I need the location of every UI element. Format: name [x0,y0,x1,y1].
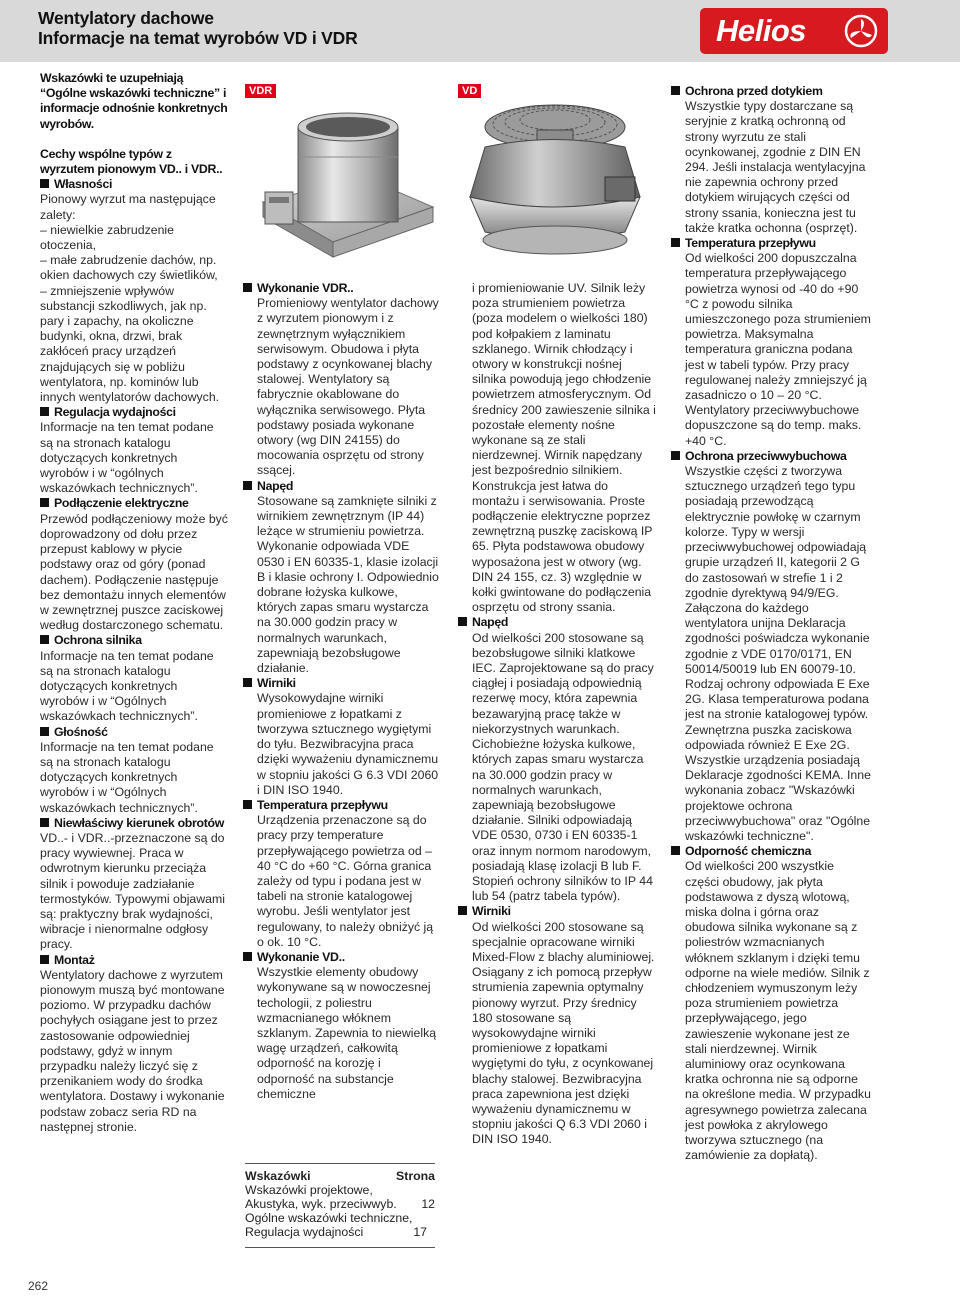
ref-header-strona: Strona [396,1169,435,1183]
heading-naped-vdr: Napęd [243,479,440,494]
heading-naped-vd: Napęd [458,615,656,630]
text-przeciwwybuchowa: Wszystkie części z tworzywa sztucznego urządzeń tego typu posiadają przewodzącą elektrycznie powłokę w czarnym kolorze. Typy w wersji przeciwwybuchowej odpowiadają grupie urządzeń II, kategorii 2 G do zastosowań w strefie 1 i 2 zgodnie dyrektywą 94/9/EG. Załączona do każdego wentylatora unijna Deklaracja zgodności poświadcza wykonanie zgodnie z VDE 0170/0171, EN 50014/50019 lub EN 60079-10. Rodzaj ochrony odpowiada E Exe 2G. Klasa temperaturowa podana jest na stronie katalogowej typów. Zewnętrzna puszka zaciskowa odpowiada również E Exe 2G. Wszystkie urządzenia posiadają Deklaracje zgodności KEMA. Inne wykonania zobacz "Wskazówki projektowe ochrona przeciwwybuchowa" oraz "Ogólne wskazówki techniczne". [685,464,871,843]
text-wirniki-vd: Od wielkości 200 stosowane są specjalnie opracowane wirniki Mixed-Flow z blachy aluminiowej. Osiągany z ich pomocą przepływ strumienia zapewnia optymalny pionowy wyrzut. Przy średnicy 180 stosowane są wysokowydajne wirniki promieniowe z łopatkami wygiętymi do tyłu, z ocynkowanej blachy stalowej. Bezwibracyjna praca zapewniona jest dzięki wyważeniu dynamicznemu w stopniu jakości Q 6.3 VDI 2060 i DIN ISO 1940. [472,919,655,1147]
logo-text: Helios [716,13,807,48]
ref-row-4-page: 17 [413,1225,427,1239]
ref-row-2 [245,1197,435,1211]
heading-odpornosc-chemiczna: Odporność chemiczna [671,844,871,859]
text-ochrona-silnika: Informacje na ten temat podane są na stronach katalogu dotyczących konkretnych wyrobów i w “Ogólnych wskazówkach technicznych”. [40,648,214,724]
text-vd-continued: i promieniowanie UV. Silnik leży poza strumieniem powietrza (poza modelem o wielkości 180) pod kołpakiem z laminatu szklanego. Wirnik chłodzący i otwory w konstrukcji nośnej silnika powodują jego chłodzenie powietrzem atmosferycznym. Od średnicy 200 zawieszenie silnika i pozostałe elementy nośne wykonane są ze stali nierdzewnej. Wirnik napędzany jest bezpośrednio silnikiem. Konstrukcja jest łatwa do montażu i serwisowania. Proste podłączenie elektryczne poprzez zewnętrzną puszkę zaciskową IP 65. Płyta podstawowa obudowy wyposażona jest w otwory (wg. DIN 24 155, cz. 3) względnie w kołki gwintowane do podłączenia osprzętu od strony ssania. [472,281,656,615]
heading-wirniki-vd: Wirniki [458,904,656,919]
vd-product-image [455,82,655,272]
heading-temperatura-vd: Temperatura przepływu [671,236,871,251]
text-wlasnosci: Pionowy wyrzut ma następujące zalety: – niewielkie zabrudzenie otoczenia, – małe zabrudzenie dachów, np. okien dachowych czy świetlików, – zmniejszenie wpływów substancji szkodliwych, jak np. pary i zapachy, na okoliczne budynki, okna, drzwi, brak zakłóceń pracy urządzeń znajdujących się w pobliżu wentylatora, np. kominów lub innych wentylatorów dachowych. [40,192,220,405]
vd-label: VD [458,84,481,98]
text-temperatura-vdr: Urządzenia przenaczone są do pracy przy temperature przepływającego powietrza od –40 °C do +60 °C. Górna granica zależy od typu i podana jest w tabeli na stronie katalogowej wyrobu. Jeśli wentylator jest regulowany, to należy obniżyć ją o ok. 10 °C. [257,813,434,949]
text-podlaczenie: Przewód podłączeniowy może być doprowadzony od dołu przez przepust kablowy w płycie podstawy oraz od góry (ponad dachem). Podłączenie następuje bez demontażu innych elementów w zewnętrznej puszce zaciskowej według dostarczonego schematu. [40,511,228,633]
text-odpornosc-chemiczna: Od wielkości 200 wszystkie części obudowy, jak płyta podstawowa z dyszą wlotową, miska dolna i górna oraz obudowa silnika wykonane są z poliestrów wzmacnianych włóknem szklanym i dzięki temu odporne na wiele mediów. Silnik z chłodzeniem wymuszonym leży poza strumieniem powietrza przepływającego, jego zawieszenie wykonane jest ze stali nierdzewnej. Wirnik aluminiowy oraz ocynkowana kratka ochronna nie są odporne na określone media. W przypadku agresywnego powietrza zalecana jest powłoka z akrylowego tworzywa sztucznego (na zamówienie za dopłatą). [685,859,871,1163]
text-temperatura-vd: Od wielkości 200 dopuszczalna temperatura przepływającego powietrza wynosi od -40 do +90 °C z powodu silnika umieszczonego poza strumieniem powietrza. Maksymalna temperatura graniczna podana jest w tabeli typów. Przy pracy regulowanej należy zmniejszyć ją zasadniczo o 10 – 20 °C. Wentylatory przeciwwybuchowe dopuszczone są do temp. maks. +40 °C. [685,251,871,448]
heading-montaz: Montaż [40,953,228,968]
page-number: 262 [28,1279,49,1293]
heading-przeciwwybuchowa: Ochrona przeciwwybuchowa [671,449,871,464]
text-wirniki-vdr: Wysokowydajne wirniki promieniowe z łopatkami z tworzywa sztucznego wygiętymi do tyłu. Bezwibracyjna praca dzięki wyważeniu dynamicznemu w stopniu jakości G 6.3 VDI 2060 i DIN ISO 1940. [257,691,439,797]
heading-ochrona-dotyk: Ochrona przed dotykiem [671,84,871,99]
heading-podlaczenie: Podłączenie elektryczne [40,496,228,511]
fan-icon [844,14,878,48]
text-naped-vd: Od wielkości 200 stosowane są bezobsługowe silniki klatkowe IEC. Zaprojektowane są do pracy ciągłej i posiadają odpowiednią rezerwę mocy, która zapewnia bezawaryjną pracę także w niekorzystnych warunkach. Cichobieżne łożyska kulkowe, których zapas smaru wystarcza na 30.000 godzin pracy w normalnych warunkach, zapewniają bezobsługowe działanie. Silniki odpowiadają VDE 0530, 0730 i EN 60335-1 oraz innym normom narodowym, posiadają klasę izolacji B lub F. Stopień ochrony silników to IP 44 lub 54 (patrz tabela typów). [472,630,654,904]
ref-table-header [245,1169,435,1183]
heading-regulacja: Regulacja wydajności [40,405,228,420]
heading-ochrona-silnika: Ochrona silnika [40,633,228,648]
column-3 [458,281,656,1148]
column-2 [243,281,440,1102]
text-wykonanie-vd: Wszystkie elementy obudowy wykonywane są w nowoczesnej techologii, z poliestru wzmacnianego włóknem szklanym. Zapewnia to niewielką wagę urządzeń, całkowitą odporność na korozję i odporność na substancje chemiczne [257,965,437,1101]
column-4 [671,84,871,1163]
page-title-line-2: Informacje na temat wyrobów VD i VDR [38,28,358,48]
column-1 [40,71,228,1135]
vd-fan-drawing [455,82,655,272]
heading-wykonanie-vdr: Wykonanie VDR.. [243,281,440,296]
heading-temperatura-vdr: Temperatura przepływu [243,798,440,813]
ref-row-4-label: Regulacja wydajności [245,1225,364,1239]
heading-glosnosc: Głośność [40,725,228,740]
vdr-fan-drawing [243,82,443,272]
ref-row-4 [245,1225,435,1239]
heading-wykonanie-vd: Wykonanie VD.. [243,950,440,965]
vdr-product-image [243,82,443,272]
page-title [38,8,358,48]
text-kierunek: VD..- i VDR..-przeznaczone są do pracy wywiewnej. Praca w odwrotnym kierunku przeciąża silnik i powoduje zadziałanie termostyków. Typowymi objawami są: praktyczny brak wydajności, wibracje i nienormalne odgłosy pracy. [40,830,225,952]
text-ochrona-dotyk: Wszystkie typy dostarczane są seryjnie z kratką ochronną od strony wyrzutu ze stali ocynkowanej, zgodnie z DIN EN 294. Jeśli instalacja wentylacyjna nie zapewnia ochrony przed dotykiem wirujących części od strony ssania, konieczna jest tu także kratka ochonna (osprzęt). [685,99,866,235]
text-regulacja: Informacje na ten temat podane są na stronach katalogu dotyczących konkretnych wyrobów i w “ogólnych wskazówkach technicznych”. [40,420,214,496]
ref-row-2-label: Akustyka, wyk. przeciwwyb. [245,1197,397,1211]
ref-row-1: Wskazówki projektowe, [245,1183,373,1197]
common-heading: Cechy wspólne typów z wyrzutem pionowym VD.. i VDR.. [40,146,223,177]
text-montaz: Wentylatory dachowe z wyrzutem pionowym muszą być montowane poziomo. W przypadku dachów pochyłych osiągane jest to przez zastosowanie odpowiedniej podstawy, gdyż w innym przypadku należy liczyć się z przenikaniem wody do środka wentylatora. Dostawy i wykonanie podstaw zobacz seria RD na następnej stronie. [40,967,225,1134]
vdr-label: VDR [245,84,276,98]
intro-text: Wskazówki te uzupełniają “Ogólne wskazówki techniczne” i informacje odnośnie konkretnych wyrobów. [40,71,228,131]
ref-row-3: Ogólne wskazówki techniczne, [245,1211,413,1225]
ref-header-wskazowki: Wskazówki [245,1169,311,1183]
reference-table [245,1163,435,1248]
heading-kierunek: Niewłaściwy kierunek obrotów [40,816,228,831]
text-wykonanie-vdr: Promieniowy wentylator dachowy z wyrzutem pionowym i z zewnętrznym wyłącznikiem serwisowym. Obudowa i płyta podstawy z ocynkowanej blachy stalowej. Wentylatory są fabrycznie okablowane do wyłącznika serwisowego. Płyta podstawy posiada wykonane otwory (wg DIN 24155) do mocowania osprzętu od strony ssącej. [257,296,439,478]
ref-row-2-page: 12 [421,1197,435,1211]
page-title-line-1: Wentylatory dachowe [38,8,214,28]
heading-wlasnosci: Własności [40,177,228,192]
helios-logo [700,8,888,54]
text-naped-vdr: Stosowane są zamknięte silniki z wirnikiem zewnętrznym (IP 44) leżące w strumieniu powietrza. Wykonanie odpowiada VDE 0530 i EN 60335-1, klasie izolacji B i klasie ochrony I. Odpowiednio dobrane łożyska kulkowe, których zapas smaru wystarcza na 30.000 godzin pracy w normalnych warunkach, zapewniają bezobsługowe działanie. [257,493,439,676]
heading-wirniki-vdr: Wirniki [243,676,440,691]
text-glosnosc: Informacje na ten temat podane są na stronach katalogu dotyczących konkretnych wyrobów i w “Ogólnych wskazówkach technicznych”. [40,739,214,815]
